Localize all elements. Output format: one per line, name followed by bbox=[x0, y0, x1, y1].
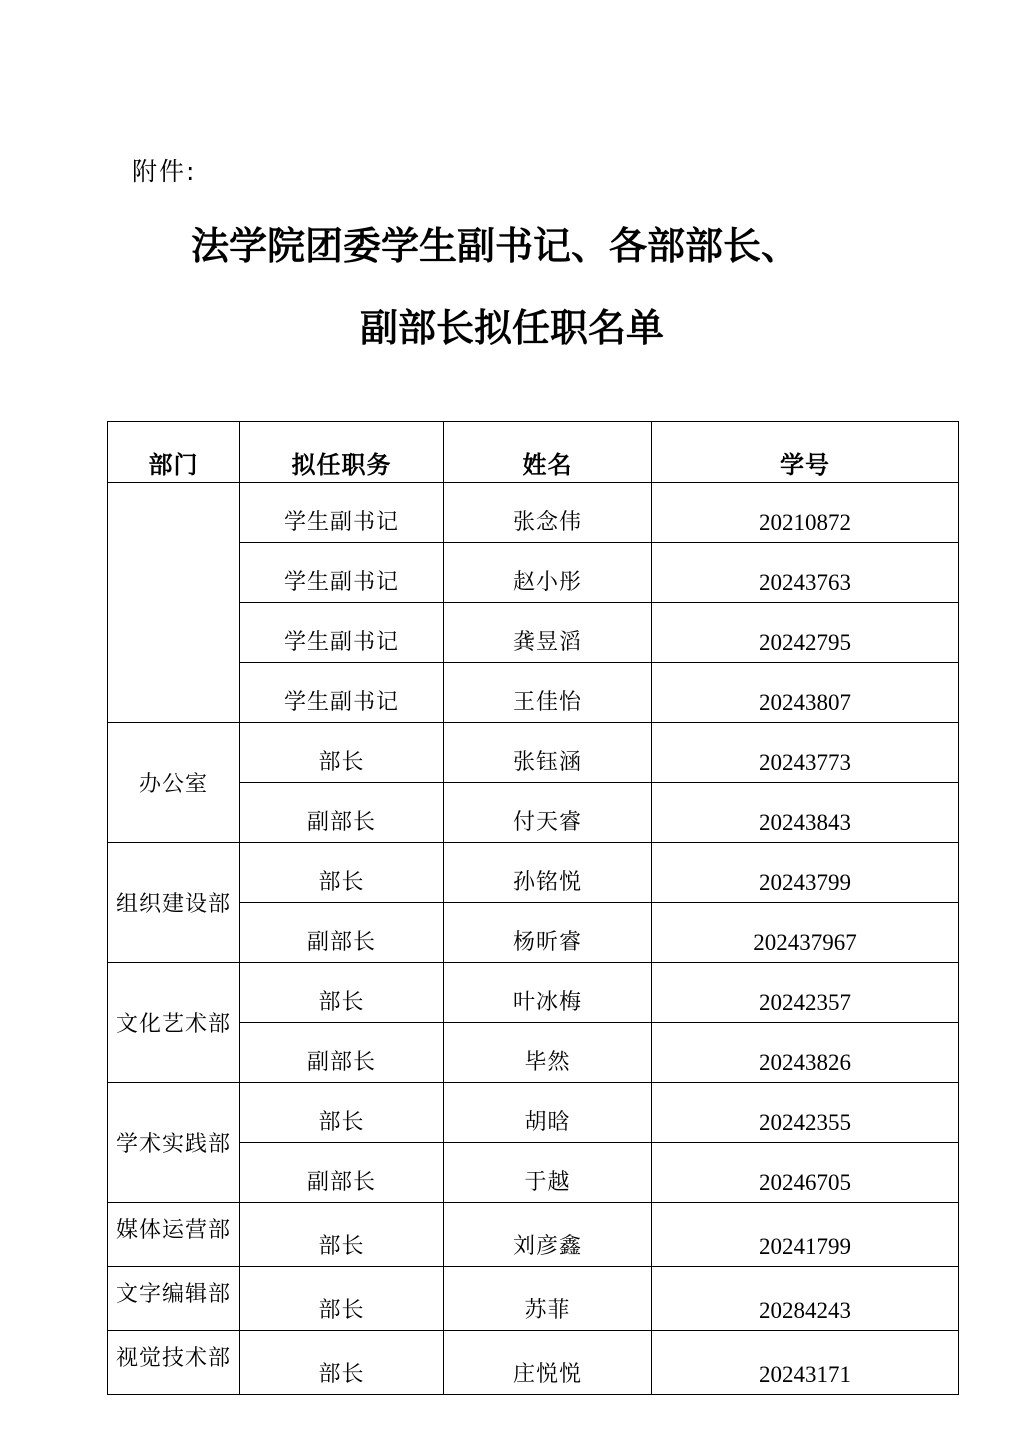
student-id-cell: 20246705 bbox=[652, 1143, 959, 1203]
table-row bbox=[108, 1083, 959, 1143]
student-id-cell: 20243773 bbox=[652, 723, 959, 783]
document-title-line-1: 法学院团委学生副书记、各部部长、 bbox=[190, 223, 799, 268]
position-cell: 副部长 bbox=[240, 903, 444, 963]
name-cell: 庄悦悦 bbox=[444, 1331, 652, 1395]
name-cell: 赵小彤 bbox=[444, 543, 652, 603]
position-cell: 副部长 bbox=[240, 1023, 444, 1083]
student-id-cell: 202437967 bbox=[652, 903, 959, 963]
student-id-cell: 20243171 bbox=[652, 1331, 959, 1395]
position-cell: 副部长 bbox=[240, 1143, 444, 1203]
position-cell: 部长 bbox=[240, 843, 444, 903]
position-cell: 学生副书记 bbox=[240, 543, 444, 603]
student-id-cell: 20243843 bbox=[652, 783, 959, 843]
name-cell: 龚昱滔 bbox=[444, 603, 652, 663]
name-cell: 杨昕睿 bbox=[444, 903, 652, 963]
student-id-cell: 20242357 bbox=[652, 963, 959, 1023]
department-cell bbox=[108, 483, 240, 723]
name-cell: 王佳怡 bbox=[444, 663, 652, 723]
department-cell: 组织建设部 bbox=[108, 843, 240, 963]
student-id-cell: 20210872 bbox=[652, 483, 959, 543]
attachment-label: 附件: bbox=[132, 157, 197, 186]
student-id-cell: 20243763 bbox=[652, 543, 959, 603]
position-cell: 学生副书记 bbox=[240, 483, 444, 543]
student-id-cell: 20241799 bbox=[652, 1203, 959, 1267]
department-cell: 学术实践部 bbox=[108, 1083, 240, 1203]
student-id-cell: 20242355 bbox=[652, 1083, 959, 1143]
name-cell: 于越 bbox=[444, 1143, 652, 1203]
table-row bbox=[108, 723, 959, 783]
position-cell: 部长 bbox=[240, 1203, 444, 1267]
department-cell: 视觉技术部 bbox=[108, 1331, 240, 1395]
department-cell: 文化艺术部 bbox=[108, 963, 240, 1083]
table-row bbox=[108, 963, 959, 1023]
position-cell: 学生副书记 bbox=[240, 603, 444, 663]
position-cell: 部长 bbox=[240, 1331, 444, 1395]
position-cell: 部长 bbox=[240, 1083, 444, 1143]
student-id-cell: 20242795 bbox=[652, 603, 959, 663]
student-id-cell: 20243799 bbox=[652, 843, 959, 903]
name-cell: 付天睿 bbox=[444, 783, 652, 843]
table-row bbox=[108, 1267, 959, 1331]
position-cell: 副部长 bbox=[240, 783, 444, 843]
name-cell: 孙铭悦 bbox=[444, 843, 652, 903]
student-id-cell: 20243826 bbox=[652, 1023, 959, 1083]
department-cell: 媒体运营部 bbox=[108, 1203, 240, 1267]
column-header-department: 部门 bbox=[108, 422, 240, 483]
position-cell: 部长 bbox=[240, 963, 444, 1023]
document-title-line-2: 副部长拟任职名单 bbox=[359, 305, 664, 350]
name-cell: 毕然 bbox=[444, 1023, 652, 1083]
name-cell: 张念伟 bbox=[444, 483, 652, 543]
name-cell: 刘彦鑫 bbox=[444, 1203, 652, 1267]
appointment-table bbox=[107, 421, 959, 1395]
table-row bbox=[108, 483, 959, 543]
table-row bbox=[108, 1203, 959, 1267]
position-cell: 学生副书记 bbox=[240, 663, 444, 723]
column-header-student-id: 学号 bbox=[652, 422, 959, 483]
column-header-position: 拟任职务 bbox=[240, 422, 444, 483]
name-cell: 苏菲 bbox=[444, 1267, 652, 1331]
name-cell: 胡晗 bbox=[444, 1083, 652, 1143]
student-id-cell: 20243807 bbox=[652, 663, 959, 723]
department-cell: 文字编辑部 bbox=[108, 1267, 240, 1331]
position-cell: 部长 bbox=[240, 1267, 444, 1331]
department-cell: 办公室 bbox=[108, 723, 240, 843]
name-cell: 叶冰梅 bbox=[444, 963, 652, 1023]
table-row bbox=[108, 843, 959, 903]
column-header-name: 姓名 bbox=[444, 422, 652, 483]
table-row bbox=[108, 1331, 959, 1395]
table-header-row bbox=[108, 422, 959, 483]
student-id-cell: 20284243 bbox=[652, 1267, 959, 1331]
name-cell: 张钰涵 bbox=[444, 723, 652, 783]
position-cell: 部长 bbox=[240, 723, 444, 783]
